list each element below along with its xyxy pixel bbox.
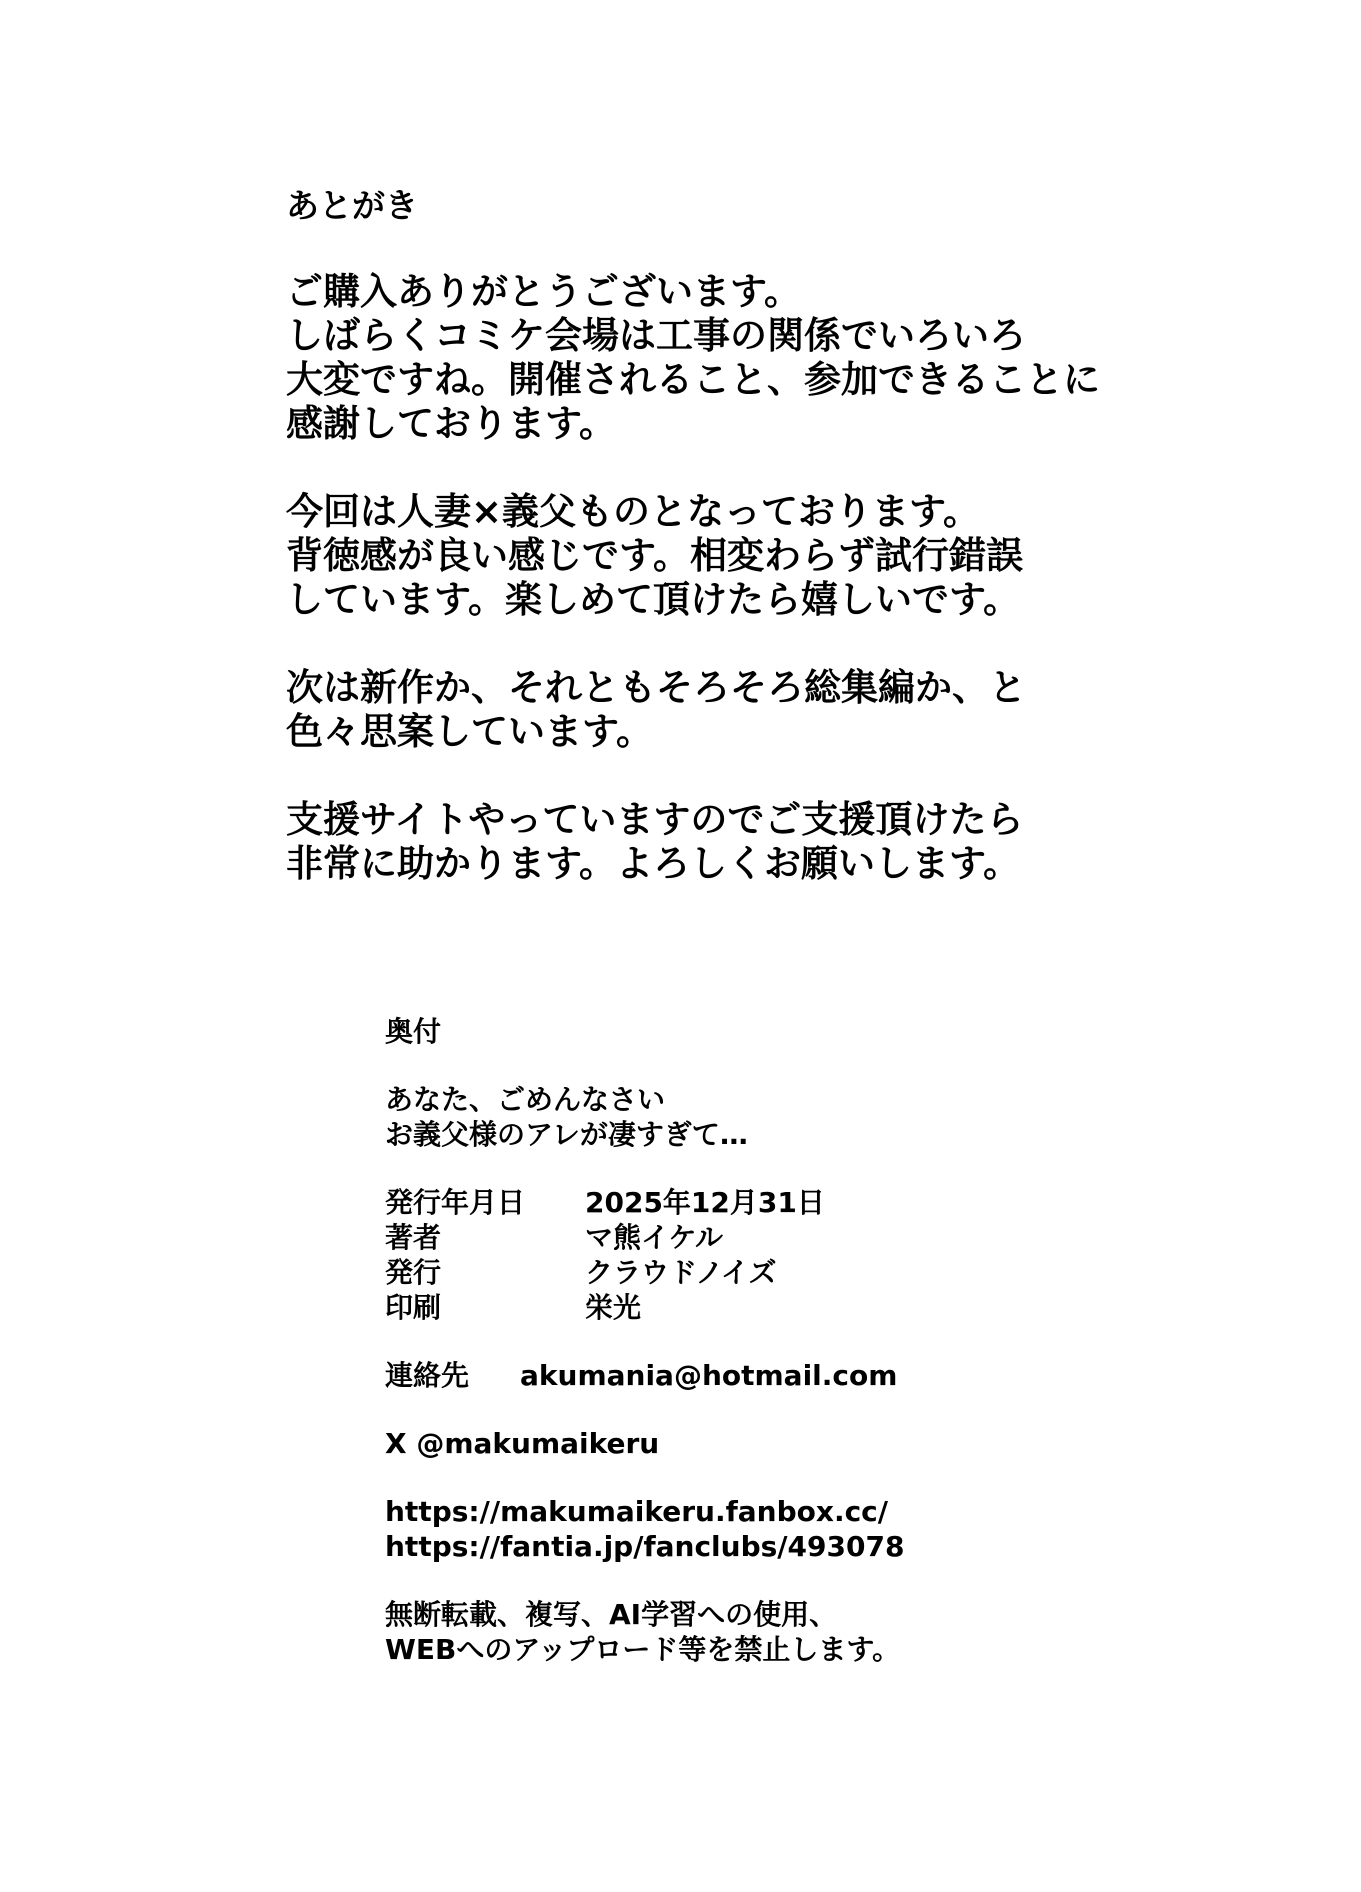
detail-label: 発行年月日 — [385, 1186, 526, 1219]
detail-row-date — [385, 1185, 1285, 1220]
notice-block — [385, 1597, 1285, 1667]
afterword-line: 次は新作か、それともそろそろ総集編か、と — [286, 666, 1026, 709]
contact-email: akumania@hotmail.com — [520, 1359, 898, 1392]
contact-block — [385, 1358, 1285, 1393]
detail-label: 発行 — [385, 1256, 442, 1289]
afterword-line: 色々思案しています。 — [286, 710, 654, 753]
detail-row-author — [385, 1220, 1285, 1255]
afterword-heading: あとがき — [286, 186, 418, 225]
x-account-block — [385, 1426, 1285, 1461]
afterword-line: ご購入ありがとうございます。 — [286, 270, 802, 313]
contact-row — [385, 1358, 1285, 1393]
afterword-line: 今回は人妻×義父ものとなっております。 — [286, 490, 981, 533]
detail-label: 印刷 — [385, 1291, 442, 1324]
detail-row-printer — [385, 1290, 1285, 1325]
detail-value: 2025年12月31日 — [585, 1186, 825, 1219]
detail-row-publisher — [385, 1255, 1285, 1290]
afterword-section — [286, 186, 1286, 930]
afterword-line: しています。楽しめて頂けたら嬉しいです。 — [286, 578, 1021, 621]
notice-line: WEBへのアップロード等を禁止します。 — [385, 1633, 901, 1666]
colophon-heading: 奥付 — [385, 1015, 442, 1048]
colophon-section — [385, 1014, 1285, 1700]
afterword-paragraph-4 — [286, 798, 1286, 886]
afterword-line: 非常に助かります。よろしくお願いします。 — [286, 842, 1021, 885]
detail-value: 栄光 — [585, 1291, 642, 1324]
contact-label: 連絡先 — [385, 1359, 470, 1392]
fanbox-link: https://makumaikeru.fanbox.cc/ — [385, 1495, 889, 1528]
detail-label: 著者 — [385, 1221, 442, 1254]
afterword-line: 大変ですね。開催されること、参加できることに — [286, 358, 1100, 401]
book-title — [385, 1082, 1285, 1152]
afterword-line: 支援サイトやっていますのでご支援頂けたら — [286, 798, 1024, 841]
afterword-line: しばらくコミケ会場は工事の関係でいろいろ — [286, 314, 1026, 357]
detail-value: クラウドノイズ — [585, 1256, 777, 1289]
book-title-line: お義父様のアレが凄すぎて… — [385, 1118, 748, 1151]
links-block — [385, 1494, 1285, 1564]
publication-details — [385, 1185, 1285, 1325]
afterword-paragraph-1 — [286, 270, 1286, 446]
detail-value: マ熊イケル — [585, 1221, 724, 1254]
fantia-link: https://fantia.jp/fanclubs/493078 — [385, 1530, 905, 1563]
afterword-line: 感謝しております。 — [286, 402, 617, 445]
afterword-paragraph-3 — [286, 666, 1286, 754]
afterword-paragraph-2 — [286, 490, 1286, 622]
notice-line: 無断転載、複写、AI学習への使用、 — [385, 1598, 838, 1631]
x-account: X @makumaikeru — [385, 1427, 660, 1460]
book-title-line: あなた、ごめんなさい — [385, 1083, 666, 1116]
afterword-line: 背徳感が良い感じです。相変わらず試行錯誤 — [286, 534, 1024, 577]
